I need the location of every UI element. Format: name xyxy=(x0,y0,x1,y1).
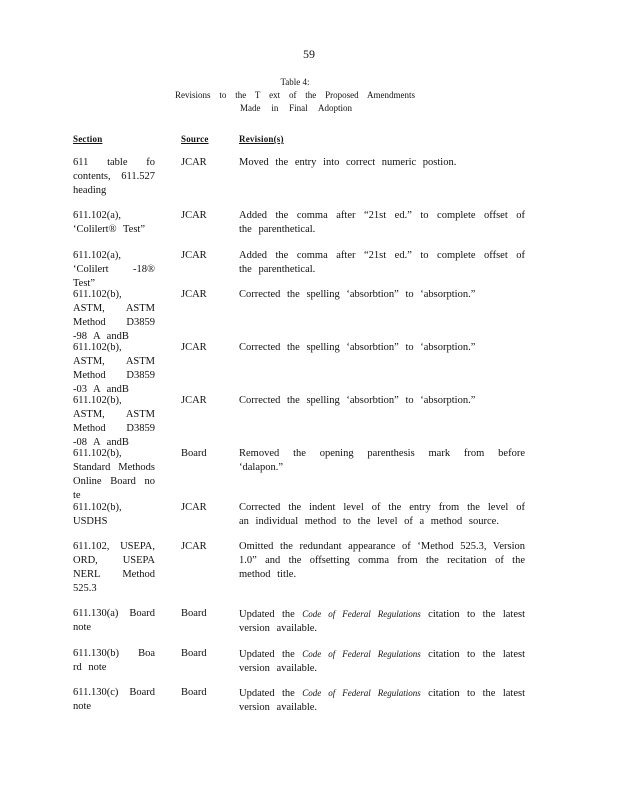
row-revision: Corrected the indent level of the entry from the level of an individual method to the level of a method source. xyxy=(239,502,525,527)
row-source: JCAR xyxy=(181,342,207,353)
row-section: 611.102(a), ‘Colilert -18® Test” xyxy=(73,250,155,289)
revision-text-pre: Updated the xyxy=(239,688,303,699)
revision-text-post: citation to the latest version available. xyxy=(239,649,525,674)
revision-text-italic: Code of Federal Regulations xyxy=(302,649,421,659)
row-section: 611.102, USEPA, ORD, USEPA NERL Method 525.3 xyxy=(73,541,155,594)
row-section: 611 table fo contents, 611.527 heading xyxy=(73,157,155,196)
table-row xyxy=(73,209,533,249)
row-section: 611.130(a) Board note xyxy=(73,608,155,633)
row-revision xyxy=(239,607,525,636)
table-row xyxy=(73,647,533,686)
revision-text-italic: Code of Federal Regulations xyxy=(302,609,421,619)
row-source: Board xyxy=(181,448,207,459)
table-row xyxy=(73,249,533,288)
row-source: Board xyxy=(181,608,207,619)
row-revision: Moved the entry into correct numeric postion. xyxy=(239,157,457,168)
table-row xyxy=(73,540,533,607)
caption-line-3: Made in Final Adoption xyxy=(240,103,352,113)
caption-line-2: Revisions to the T ext of the Proposed Amendments xyxy=(175,90,415,100)
row-source: JCAR xyxy=(181,157,207,168)
revision-text-pre: Updated the xyxy=(239,649,303,660)
row-section: 611.102(a), ‘Colilert® Test” xyxy=(73,210,145,235)
header-revision: Revision(s) xyxy=(239,134,284,144)
row-section: 611.130(b) Boa rd note xyxy=(73,648,155,673)
row-revision xyxy=(239,686,525,715)
row-revision: Corrected the spelling ‘absorbtion” to ‘absorption.” xyxy=(239,289,476,300)
row-source: JCAR xyxy=(181,395,207,406)
row-source: Board xyxy=(181,648,207,659)
row-section: 611.102(b), USDHS xyxy=(73,502,122,527)
table-row xyxy=(73,394,533,447)
header-source: Source xyxy=(181,134,209,144)
table-row xyxy=(73,341,533,394)
revision-text-pre: Updated the xyxy=(239,609,303,620)
revision-text-italic: Code of Federal Regulations xyxy=(302,688,421,698)
row-source: JCAR xyxy=(181,502,207,513)
row-source: JCAR xyxy=(181,289,207,300)
row-revision: Omitted the redundant appearance of ‘Method 525.3, Version 1.0” and the offsetting comma from the recitation of the method title. xyxy=(239,541,525,580)
row-source: JCAR xyxy=(181,250,207,261)
table-row xyxy=(73,607,533,647)
table-row xyxy=(73,501,533,540)
row-revision xyxy=(239,647,525,676)
row-source: JCAR xyxy=(181,541,207,552)
row-section: 611.102(b), ASTM, ASTM Method D3859 -98 A andB xyxy=(73,289,155,342)
row-revision: Corrected the spelling ‘absorbtion” to ‘absorption.” xyxy=(239,395,476,406)
row-section: 611.102(b), Standard Methods Online Board no te xyxy=(73,448,155,501)
row-source: Board xyxy=(181,687,207,698)
table-row xyxy=(73,686,533,716)
row-revision: Added the comma after “21st ed.” to complete offset of the parenthetical. xyxy=(239,250,525,275)
table-row xyxy=(73,447,533,501)
row-revision: Removed the opening parenthesis mark from before ‘dalapon.” xyxy=(239,448,525,473)
row-revision: Corrected the spelling ‘absorbtion” to ‘absorption.” xyxy=(239,342,476,353)
caption-line-1: Table 4: xyxy=(280,77,310,87)
revision-text-post: citation to the latest version available. xyxy=(239,609,525,634)
table-row xyxy=(73,156,533,209)
row-section: 611.130(c) Board note xyxy=(73,687,155,712)
row-section: 611.102(b), ASTM, ASTM Method D3859 -08 A andB xyxy=(73,395,155,448)
row-section: 611.102(b), ASTM, ASTM Method D3859 -03 A andB xyxy=(73,342,155,395)
row-revision: Added the comma after “21st ed.” to complete offset of the parenthetical. xyxy=(239,210,525,235)
header-section: Section xyxy=(73,134,103,144)
revision-text-post: citation to the latest version available. xyxy=(239,688,525,713)
table-row xyxy=(73,288,533,341)
row-source: JCAR xyxy=(181,210,207,221)
page-number: 59 xyxy=(303,47,315,61)
table-body xyxy=(73,156,533,716)
